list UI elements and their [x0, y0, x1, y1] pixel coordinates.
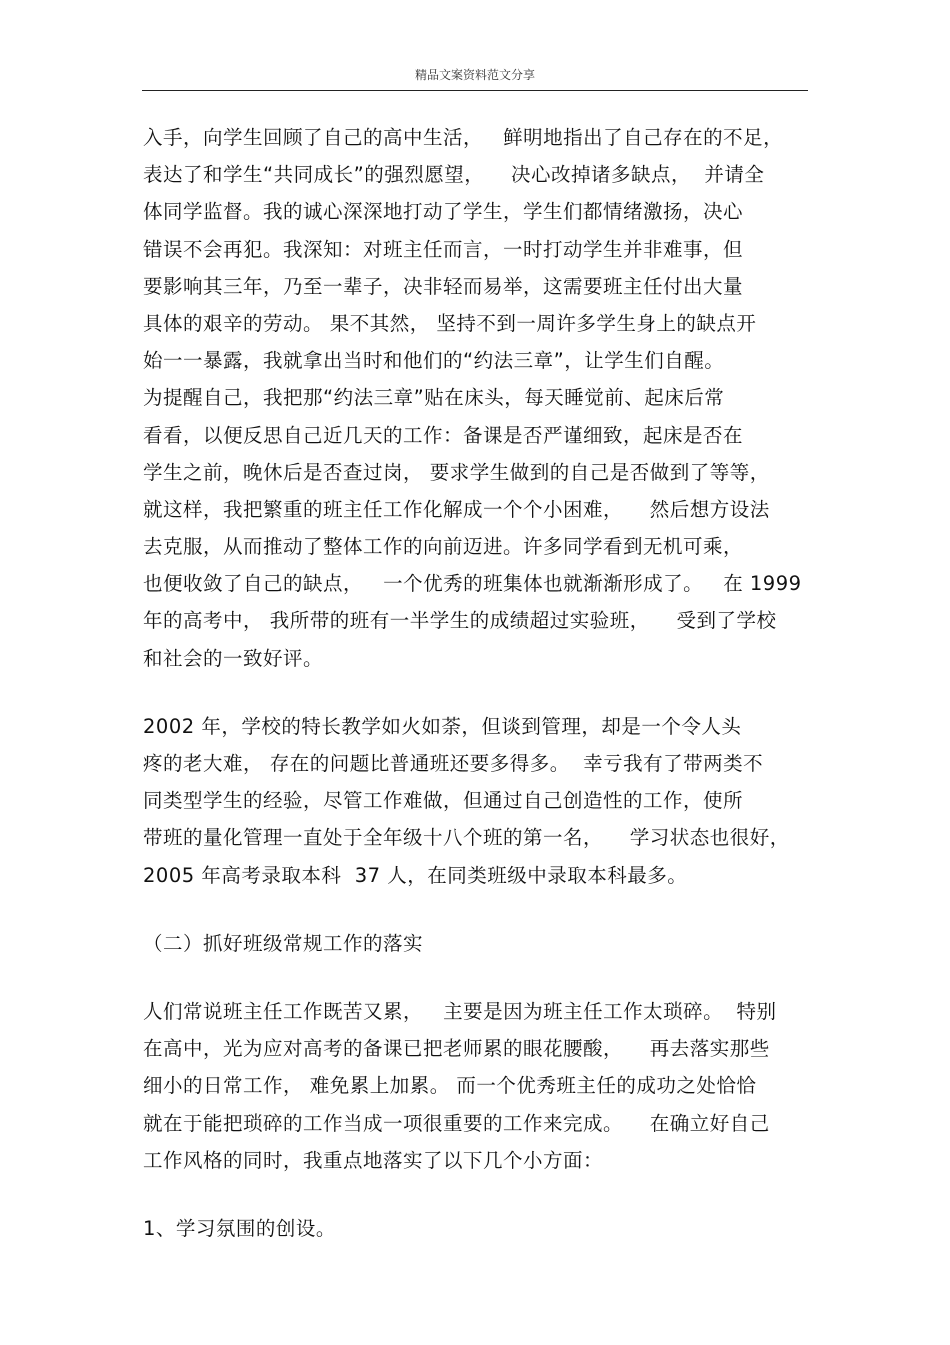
text-line: 要影响其三年，乃至一辈子，决非轻而易举，这需要班主任付出大量	[143, 274, 744, 298]
text-line: （二）抓好班级常规工作的落实	[143, 931, 424, 955]
paragraph	[143, 925, 823, 962]
page-header-title: 精品文案资料范文分享	[414, 68, 535, 82]
text-line: 为提醒自己，我把那“约法三章”贴在床头，每天睡觉前、起床后常	[143, 386, 725, 410]
text-line: 2002 年，学校的特长教学如火如荼，但谈到管理，却是一个令人头	[143, 714, 742, 738]
paragraph	[143, 1210, 823, 1247]
paragraph-gap	[143, 677, 823, 708]
paragraph	[143, 708, 823, 894]
paragraph-gap	[143, 1179, 823, 1210]
text-line: 1、学习氛围的创设。	[143, 1216, 336, 1240]
text-line: 也便收敛了自己的缺点， 一个优秀的班集体也就渐渐形成了。 在 1999	[143, 572, 802, 596]
text-line: 看看，以便反思自己近几天的工作：备课是否严谨细致，起床是否在	[143, 423, 744, 447]
text-line: 同类型学生的经验，尽管工作难做，但通过自己创造性的工作，使所	[143, 789, 744, 813]
document-body	[143, 119, 823, 1247]
text-line: 入手，向学生回顾了自己的高中生活， 鲜明地指出了自己存在的不足，	[143, 126, 784, 149]
header-divider	[142, 90, 808, 91]
paragraph	[143, 119, 823, 677]
text-line: 学生之前，晚休后是否查过岗， 要求学生做到的自己是否做到了等等，	[143, 460, 770, 484]
text-line: 和社会的一致好评。	[143, 646, 324, 670]
text-line: 去克服，从而推动了整体工作的向前迈进。许多同学看到无机可乘，	[143, 535, 744, 559]
text-line: 错误不会再犯。我深知：对班主任而言，一时打动学生并非难事，但	[143, 237, 744, 261]
paragraph-gap	[143, 894, 823, 925]
text-line: 年的高考中， 我所带的班有一半学生的成绩超过实验班， 受到了学校	[143, 609, 777, 633]
text-line: 疼的老大难， 存在的问题比普通班还要多得多。 幸亏我有了带两类不	[143, 752, 764, 775]
text-line: 就在于能把琐碎的工作当成一项很重要的工作来完成。 在确立好自己	[143, 1111, 770, 1135]
text-line: 带班的量化管理一直处于全年级十八个班的第一名， 学习状态也很好，	[143, 826, 790, 850]
text-line: 就这样，我把繁重的班主任工作化解成一个个小困难， 然后想方设法	[143, 497, 770, 521]
text-line: 表达了和学生“共同成长”的强烈愿望， 决心改掉诸多缺点， 并请全	[143, 163, 765, 187]
text-line: 具体的艰辛的劳动。 果不其然， 坚持不到一周许多学生身上的缺点开	[143, 311, 757, 335]
text-line: 细小的日常工作， 难免累上加累。 而一个优秀班主任的成功之处恰恰	[143, 1074, 757, 1098]
text-line: 工作风格的同时，我重点地落实了以下几个小方面：	[143, 1148, 604, 1172]
text-line: 2005 年高考录取本科 37 人，在同类班级中录取本科最多。	[143, 863, 688, 887]
paragraph-gap	[143, 962, 823, 993]
text-line: 始一一暴露，我就拿出当时和他们的“约法三章”，让学生们自醒。	[143, 349, 725, 373]
text-line: 人们常说班主任工作既苦又累， 主要是因为班主任工作太琐碎。 特别	[143, 999, 777, 1023]
text-line: 体同学监督。我的诚心深深地打动了学生，学生们都情绪激扬，决心	[143, 200, 744, 224]
text-line: 在高中，光为应对高考的备课已把老师累的眼花腰酸， 再去落实那些	[143, 1037, 770, 1061]
paragraph	[143, 993, 823, 1179]
